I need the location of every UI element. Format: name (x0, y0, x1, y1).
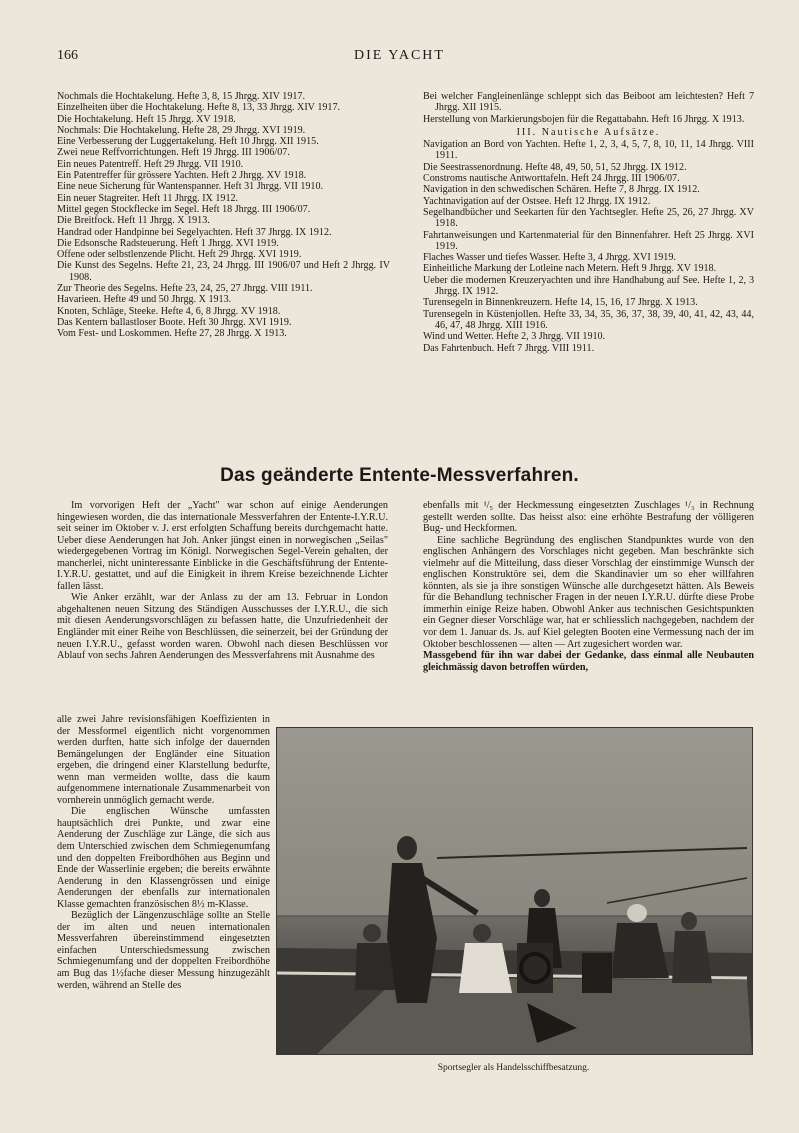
paragraph-bold: Massgebend für ihn war dabei der Gedanke, dass einmal alle Neubauten gleichmässig davon betroffen würden, (423, 650, 754, 673)
running-head: DIE YACHT (354, 48, 445, 63)
page-number: 166 (57, 48, 78, 63)
index-entry: Knoten, Schläge, Steeke. Hefte 4, 6, 8 Jhrgg. XV 1918. (57, 305, 281, 317)
index-entry: Nochmals: Die Hochtakelung. Hefte 28, 29 Jhrgg. XVI 1919. (57, 124, 306, 136)
index-entry: Havarieen. Hefte 49 und 50 Jhrgg. X 1913. (57, 294, 232, 306)
index-entry: Constroms nautische Antworttafeln. Heft 24 Jhrgg. III 1906/07. (423, 173, 680, 185)
index-entry: Die Breitfock. Heft 11 Jhrgg. X 1913. (57, 215, 210, 227)
index-entry: Turensegeln in Binnenkreuzern. Hefte 14, 15, 16, 17 Jhrgg. X 1913. (423, 297, 698, 309)
photo-caption: Sportsegler als Handelsschiffbesatzung. (437, 1063, 590, 1073)
index-entry: Das Fahrtenbuch. Heft 7 Jhrgg. VIII 1911. (423, 342, 595, 354)
paragraph: Eine sachliche Begründung des englischen Standpunktes wurde von den englischen Anhängern des Vorschlages nicht gegeben. Man beschränkte sich vielmehr auf die Mitteilung, dass dieser Vorschlag der einstimmige Wunsch der englischen Konstruktöre sei, dem die Skandinavier um so eher willfahren könnten, als sie ja ihre sonstigen Wünsche alle durchgesetzt hätten. Als Beweis für die Behandlung technischer Fragen in der neuen I.Y.R.U. dürfte diese Probe immerhin einige Reize haben. Obwohl Anker aus technischen Gesichtspunkten ein Gegner dieser Vorschläge war, hat er schliesslich nachgegeben, nachdem der vor dem 1. Januar ds. Js. auf Kiel gelegten Booten eine Vermessung nach der im Oktober beschlossenen — alten — Art zugesichert worden war. (423, 534, 754, 650)
index-entry: Navigation an Bord von Yachten. Hefte 1, 2, 3, 4, 5, 7, 8, 10, 11, 14 Jhrgg. VIII 1911. (423, 139, 754, 162)
paragraph: Wie Anker erzählt, war der Anlass zu der am 13. Februar in London abgehaltenen neuen Sitzung des Ständigen Ausschusses der I.Y.R.U., die sich mit diesen Aenderungsvorschlägen zu befassen hatte, die Unzufriedenheit der Engländer mit einer Reihe von Beschlüssen, die seinerzeit, bei der Gründung der neuen I.Y.R.U., gefasst worden waren. Obwohl nach diesen Beschlüssen vor Ablauf von sechs Jahren Aenderungen des Messverfahrens mit Ausnahme des (57, 592, 388, 662)
index-column-left (57, 91, 390, 340)
index-entry: Turensegeln in Küstenjollen. Hefte 33, 34, 35, 36, 37, 38, 39, 40, 41, 42, 43, 44, 46, 47, 48 Jhrgg. XIII 1916. (423, 308, 754, 331)
index-entry: Mittel gegen Stockflecke im Segel. Heft 18 Jhrgg. III 1906/07. (57, 203, 311, 215)
index-entry: Einzelheiten über die Hochtakelung. Hefte 8, 13, 33 Jhrgg. XIV 1917. (57, 102, 341, 114)
index-entry: Einheitliche Markung der Lotleine nach Metern. Heft 9 Jhrgg. XV 1918. (423, 263, 717, 275)
index-entry: Flaches Wasser und tiefes Wasser. Hefte 3, 4 Jhrgg. XVI 1919. (423, 252, 676, 264)
index-entry: Zwei neue Reffvorrichtungen. Heft 19 Jhrgg. III 1906/07. (57, 147, 290, 159)
photo-sailors-on-deck (276, 727, 753, 1055)
article-title: Das geänderte Entente-Messverfahren. (220, 465, 579, 486)
index-entry: Bei welcher Fangleinenlänge schleppt sich das Beiboot am leichtesten? Heft 7 Jhrgg. XII 1915. (423, 91, 754, 114)
paragraph: Im vorvorigen Heft der „Yacht" war schon auf einige Aenderungen hingewiesen worden, die das internationale Messverfahren der Entente-I.Y.R.U. seit seiner im Oktober v. J. erst erfolgten Schaffung bereits durchgemacht hatte. Ueber diese Aenderungen hat Joh. Anker jüngst einen in norwegischen „Seilas" wiedergegebenen Vortrag im Königl. Norwegischen Segel-Verein gehalten, der mancherlei, nicht uninteressante Einblicke in die Geschäftsführung der Entente-I.Y.R.U. gestattet, und auf die Einigkeit in ihrem Kreise bezeichnende Lichter fallen lässt. (57, 500, 388, 592)
index-entry: Das Kentern ballastloser Boote. Heft 30 Jhrgg. XVI 1919. (57, 316, 292, 328)
index-entry: Vom Fest- und Loskommen. Hefte 27, 28 Jhrgg. X 1913. (57, 328, 287, 340)
paragraph: Bezüglich der Längenzuschläge sollte an Stelle der im alten und neuen internationalen Messverfahren übereinstimmend eingesetzten einfachen Unterschiedsmessung zwischen Schmiegenumfang und der doppelten Freibordhöhe am Bug das 1½fache dieser Messung hinzugezählt werden, während an Stelle des (57, 910, 270, 991)
index-entry: Nochmals die Hochtakelung. Hefte 3, 8, 15 Jhrgg. XIV 1917. (57, 91, 306, 102)
index-entry: Ueber die modernen Kreuzeryachten und ihre Handhabung auf See. Hefte 1, 2, 3 Jhrgg. IX 1912. (423, 274, 754, 298)
photo-illustration (277, 728, 752, 1054)
index-entry: Navigation in den schwedischen Schären. Hefte 7, 8 Jhrgg. IX 1912. (423, 184, 700, 196)
index-entry: Handrad oder Handpinne bei Segelyachten. Heft 37 Jhrgg. IX 1912. (57, 226, 332, 238)
index-entry: Segelhandbücher und Seekarten für den Yachtsegler. Hefte 25, 26, 27 Jhrgg. XV 1918. (423, 206, 754, 230)
index-entry: Zur Theorie des Segelns. Hefte 23, 24, 25, 27 Jhrgg. VIII 1911. (57, 283, 313, 295)
section-heading: III. Nautische Aufsätze. (516, 126, 661, 138)
index-entry: Yachtnavigation auf der Ostsee. Heft 12 Jhrgg. IX 1912. (423, 195, 651, 207)
article-column-left-top (57, 500, 388, 662)
index-entry: Herstellung von Markierungsbojen für die Regattabahn. Heft 16 Jhrgg. X 1913. (423, 113, 745, 125)
article-column-left-narrow (57, 714, 270, 991)
paragraph: ebenfalls mit ¹/₅ der Heckmessung eingesetzten Zuschlages ¹/₃ in Rechnung gestellt werden sollte. Das heisst also: eine erhöhte Bestrafung der völligeren Bug- und Heckformen. (423, 500, 754, 535)
index-entry: Die Seestrassenordnung. Hefte 48, 49, 50, 51, 52 Jhrgg. IX 1912. (423, 161, 687, 173)
index-entry: Ein neuer Stagreiter. Heft 11 Jhrgg. IX 1912. (57, 192, 239, 204)
article-column-right (423, 500, 754, 673)
paragraph: Die englischen Wünsche umfassten hauptsächlich drei Punkte, und zwar eine Aenderung der Zuschläge zur Länge, die sich aus dem Unterschied zwischen dem Schmiegenumfang und den doppelten Freibordhöhen aus Beginn und Ende der Wasserlinie ergeben; die bereits erwähnte Aenderung in den Klassengrössen und einige Aenderungen der ebenfalls zur internationalen Klasse gemachten französischen 8½ m-Klasse. (57, 806, 270, 910)
index-entry: Offene oder selbstlenzende Plicht. Heft 29 Jhrgg. XVI 1919. (57, 249, 302, 261)
index-entry: Ein Patentreffer für grössere Yachten. Heft 2 Jhrgg. XV 1918. (57, 170, 307, 182)
paragraph: alle zwei Jahre revisionsfähigen Koeffizienten in der Messformel eigentlich nicht vorgenommen werden durften, hatte sich infolge der dauernden Bemängelungen der Engländer eine Situation ergeben, die dringend einer Klarstellung bedurfte, wenn man vermeiden wollte, dass die kaum aufgenommene internationale Zusammenarbeit von vornherein unmöglich gemacht werde. (57, 714, 270, 806)
index-entry: Die Kunst des Segelns. Hefte 21, 23, 24 Jhrgg. III 1906/07 und Heft 2 Jhrgg. IV 1908. (57, 260, 390, 283)
index-entry: Eine Verbesserung der Luggertakelung. Heft 10 Jhrgg. XII 1915. (57, 136, 319, 148)
index-entry: Ein neues Patentreff. Heft 29 Jhrgg. VII 1910. (57, 158, 244, 170)
index-entry: Eine neue Sicherung für Wantenspanner. Heft 31 Jhrgg. VII 1910. (57, 181, 324, 193)
index-entry: Die Hochtakelung. Heft 15 Jhrgg. XV 1918. (57, 113, 236, 125)
index-entry: Wind und Wetter. Hefte 2, 3 Jhrgg. VII 1910. (423, 331, 606, 343)
index-entry: Fahrtanweisungen und Kartenmaterial für den Binnenfahrer. Heft 25 Jhrgg. XVI 1919. (423, 229, 754, 252)
index-column-right (423, 91, 754, 354)
index-entry: Die Edsonsche Radsteuerung. Heft 1 Jhrgg. XVI 1919. (57, 237, 279, 249)
